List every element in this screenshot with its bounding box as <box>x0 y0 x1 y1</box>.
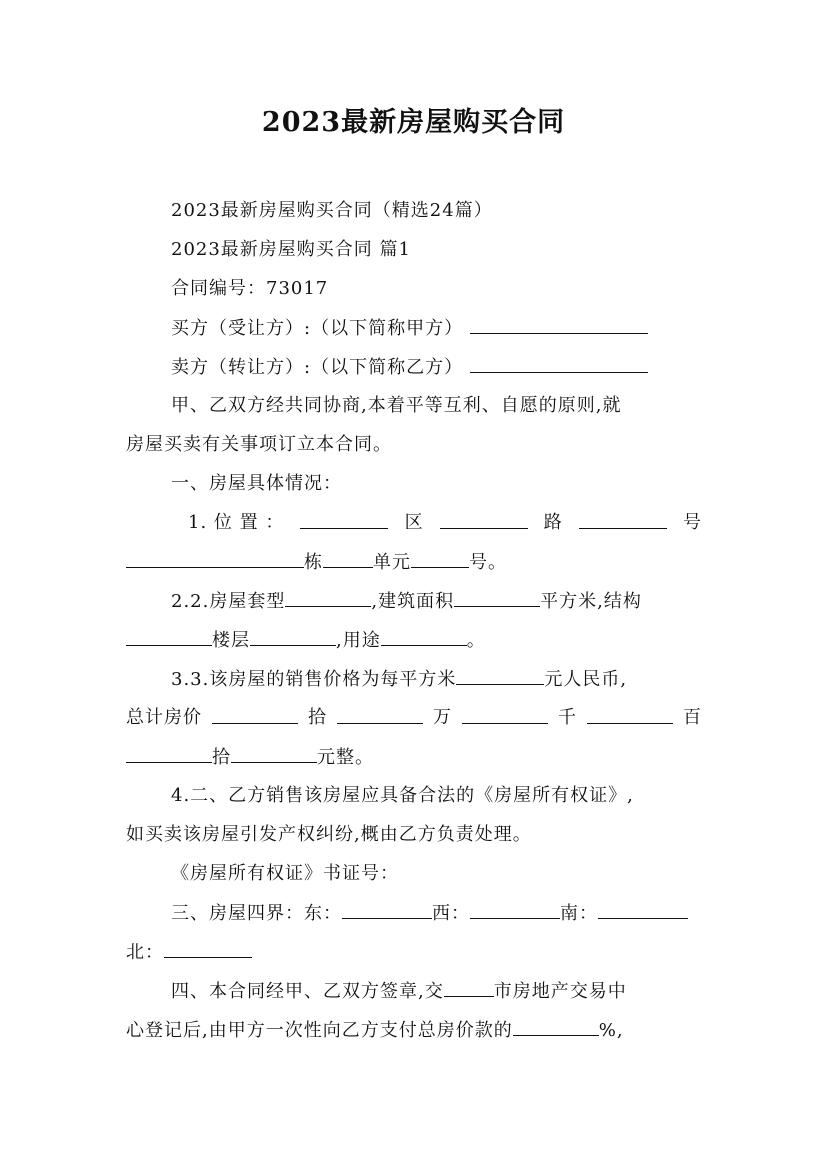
layout-blank <box>285 588 371 607</box>
blank <box>337 705 423 724</box>
floor-blank <box>250 627 336 646</box>
building-blank <box>126 549 304 568</box>
structure-blank <box>126 627 212 646</box>
buyer-blank <box>470 315 648 334</box>
unit-blank <box>323 549 373 568</box>
south-blank <box>598 900 688 919</box>
price-label: 3.3.该房屋的销售价格为每平方米 <box>171 669 457 690</box>
number-label: 号 <box>683 512 702 533</box>
seller-line <box>126 354 747 381</box>
east-label: 三、房屋四界：东： <box>171 903 342 924</box>
building-label: 栋 <box>304 552 323 573</box>
layout-label: 2.2.房屋套型 <box>171 591 286 612</box>
seller-label: 卖方（转让方）:（以下简称乙方） <box>171 357 464 378</box>
percent-blank <box>513 1017 599 1036</box>
unit-label: 单元 <box>373 552 411 573</box>
unit-label: 元整。 <box>317 747 374 768</box>
room-label: 号。 <box>469 552 507 573</box>
blank <box>462 705 548 724</box>
floor-label: 楼层 <box>212 630 250 651</box>
period-label: 。 <box>466 630 486 651</box>
blank <box>587 705 673 724</box>
road-blank <box>440 510 528 529</box>
contract-number: 合同编号：73017 <box>171 278 329 299</box>
paragraph-line: 4.二、乙方销售该房屋应具备合法的《房屋所有权证》, <box>171 785 634 806</box>
paragraph-line: 如买卖该房屋引发产权纠纷,概由乙方负责处理。 <box>126 824 532 845</box>
registration-line <box>126 978 747 1005</box>
south-label: 南： <box>560 903 598 924</box>
document-title: 2023最新房屋购买合同 <box>261 107 566 138</box>
area-blank <box>454 588 540 607</box>
district-blank <box>300 510 388 529</box>
blank <box>231 744 317 763</box>
location-line <box>126 510 702 536</box>
east-blank <box>342 900 432 919</box>
unit-price-blank <box>456 666 544 685</box>
layout-line-2 <box>126 627 702 654</box>
buyer-line <box>126 315 747 342</box>
usage-label: ,用途 <box>336 630 381 651</box>
blank <box>126 744 212 763</box>
currency-label: 元人民币, <box>544 669 628 690</box>
certificate-number: 《房屋所有权证》书证号： <box>171 863 399 884</box>
north-blank <box>164 939 252 958</box>
buyer-label: 买方（受让方）:（以下简称甲方） <box>171 318 464 339</box>
district-label: 区 <box>404 512 424 533</box>
payment-text: 心登记后,由甲方一次性向乙方支付总房价款的 <box>126 1020 513 1041</box>
structure-label: 平方米,结构 <box>540 591 642 612</box>
paragraph-line: 房屋买卖有关事项订立本合同。 <box>126 434 392 455</box>
price-line <box>126 666 747 693</box>
total-price-line-2 <box>126 744 702 771</box>
total-price-line <box>126 705 702 731</box>
unit-label: 万 <box>433 707 452 728</box>
west-label: 西： <box>432 903 470 924</box>
room-blank <box>411 549 469 568</box>
section-heading: 一、房屋具体情况： <box>171 473 342 494</box>
location-line-2 <box>126 549 702 576</box>
road-label: 路 <box>543 512 563 533</box>
registration-line-2 <box>126 1017 702 1044</box>
boundary-line <box>126 900 747 927</box>
layout-line <box>126 588 747 615</box>
total-label: 总计房价 <box>126 707 202 728</box>
unit-label: 百 <box>683 707 702 728</box>
north-label: 北： <box>126 942 164 963</box>
subtitle-line: 2023最新房屋购买合同（精选24篇） <box>171 200 493 221</box>
paragraph-line: 甲、乙双方经共同协商,本着平等互利、自愿的原则,就 <box>171 395 622 416</box>
percent-label: %, <box>598 1020 624 1041</box>
boundary-line-2 <box>126 939 702 966</box>
west-blank <box>470 900 560 919</box>
usage-blank <box>381 627 467 646</box>
area-label: ,建筑面积 <box>371 591 455 612</box>
unit-label: 拾 <box>308 707 327 728</box>
registration-text: 四、本合同经甲、乙双方签章,交 <box>171 981 444 1002</box>
blank <box>212 705 298 724</box>
city-blank <box>444 978 494 997</box>
location-label: 1. 位 置 ： <box>188 512 285 533</box>
number-blank <box>579 510 667 529</box>
unit-label: 千 <box>558 707 577 728</box>
registration-text-2: 市房地产交易中 <box>493 981 627 1002</box>
seller-blank <box>470 354 648 373</box>
unit-label: 拾 <box>212 747 231 768</box>
section-heading: 2023最新房屋购买合同 篇1 <box>171 239 411 260</box>
